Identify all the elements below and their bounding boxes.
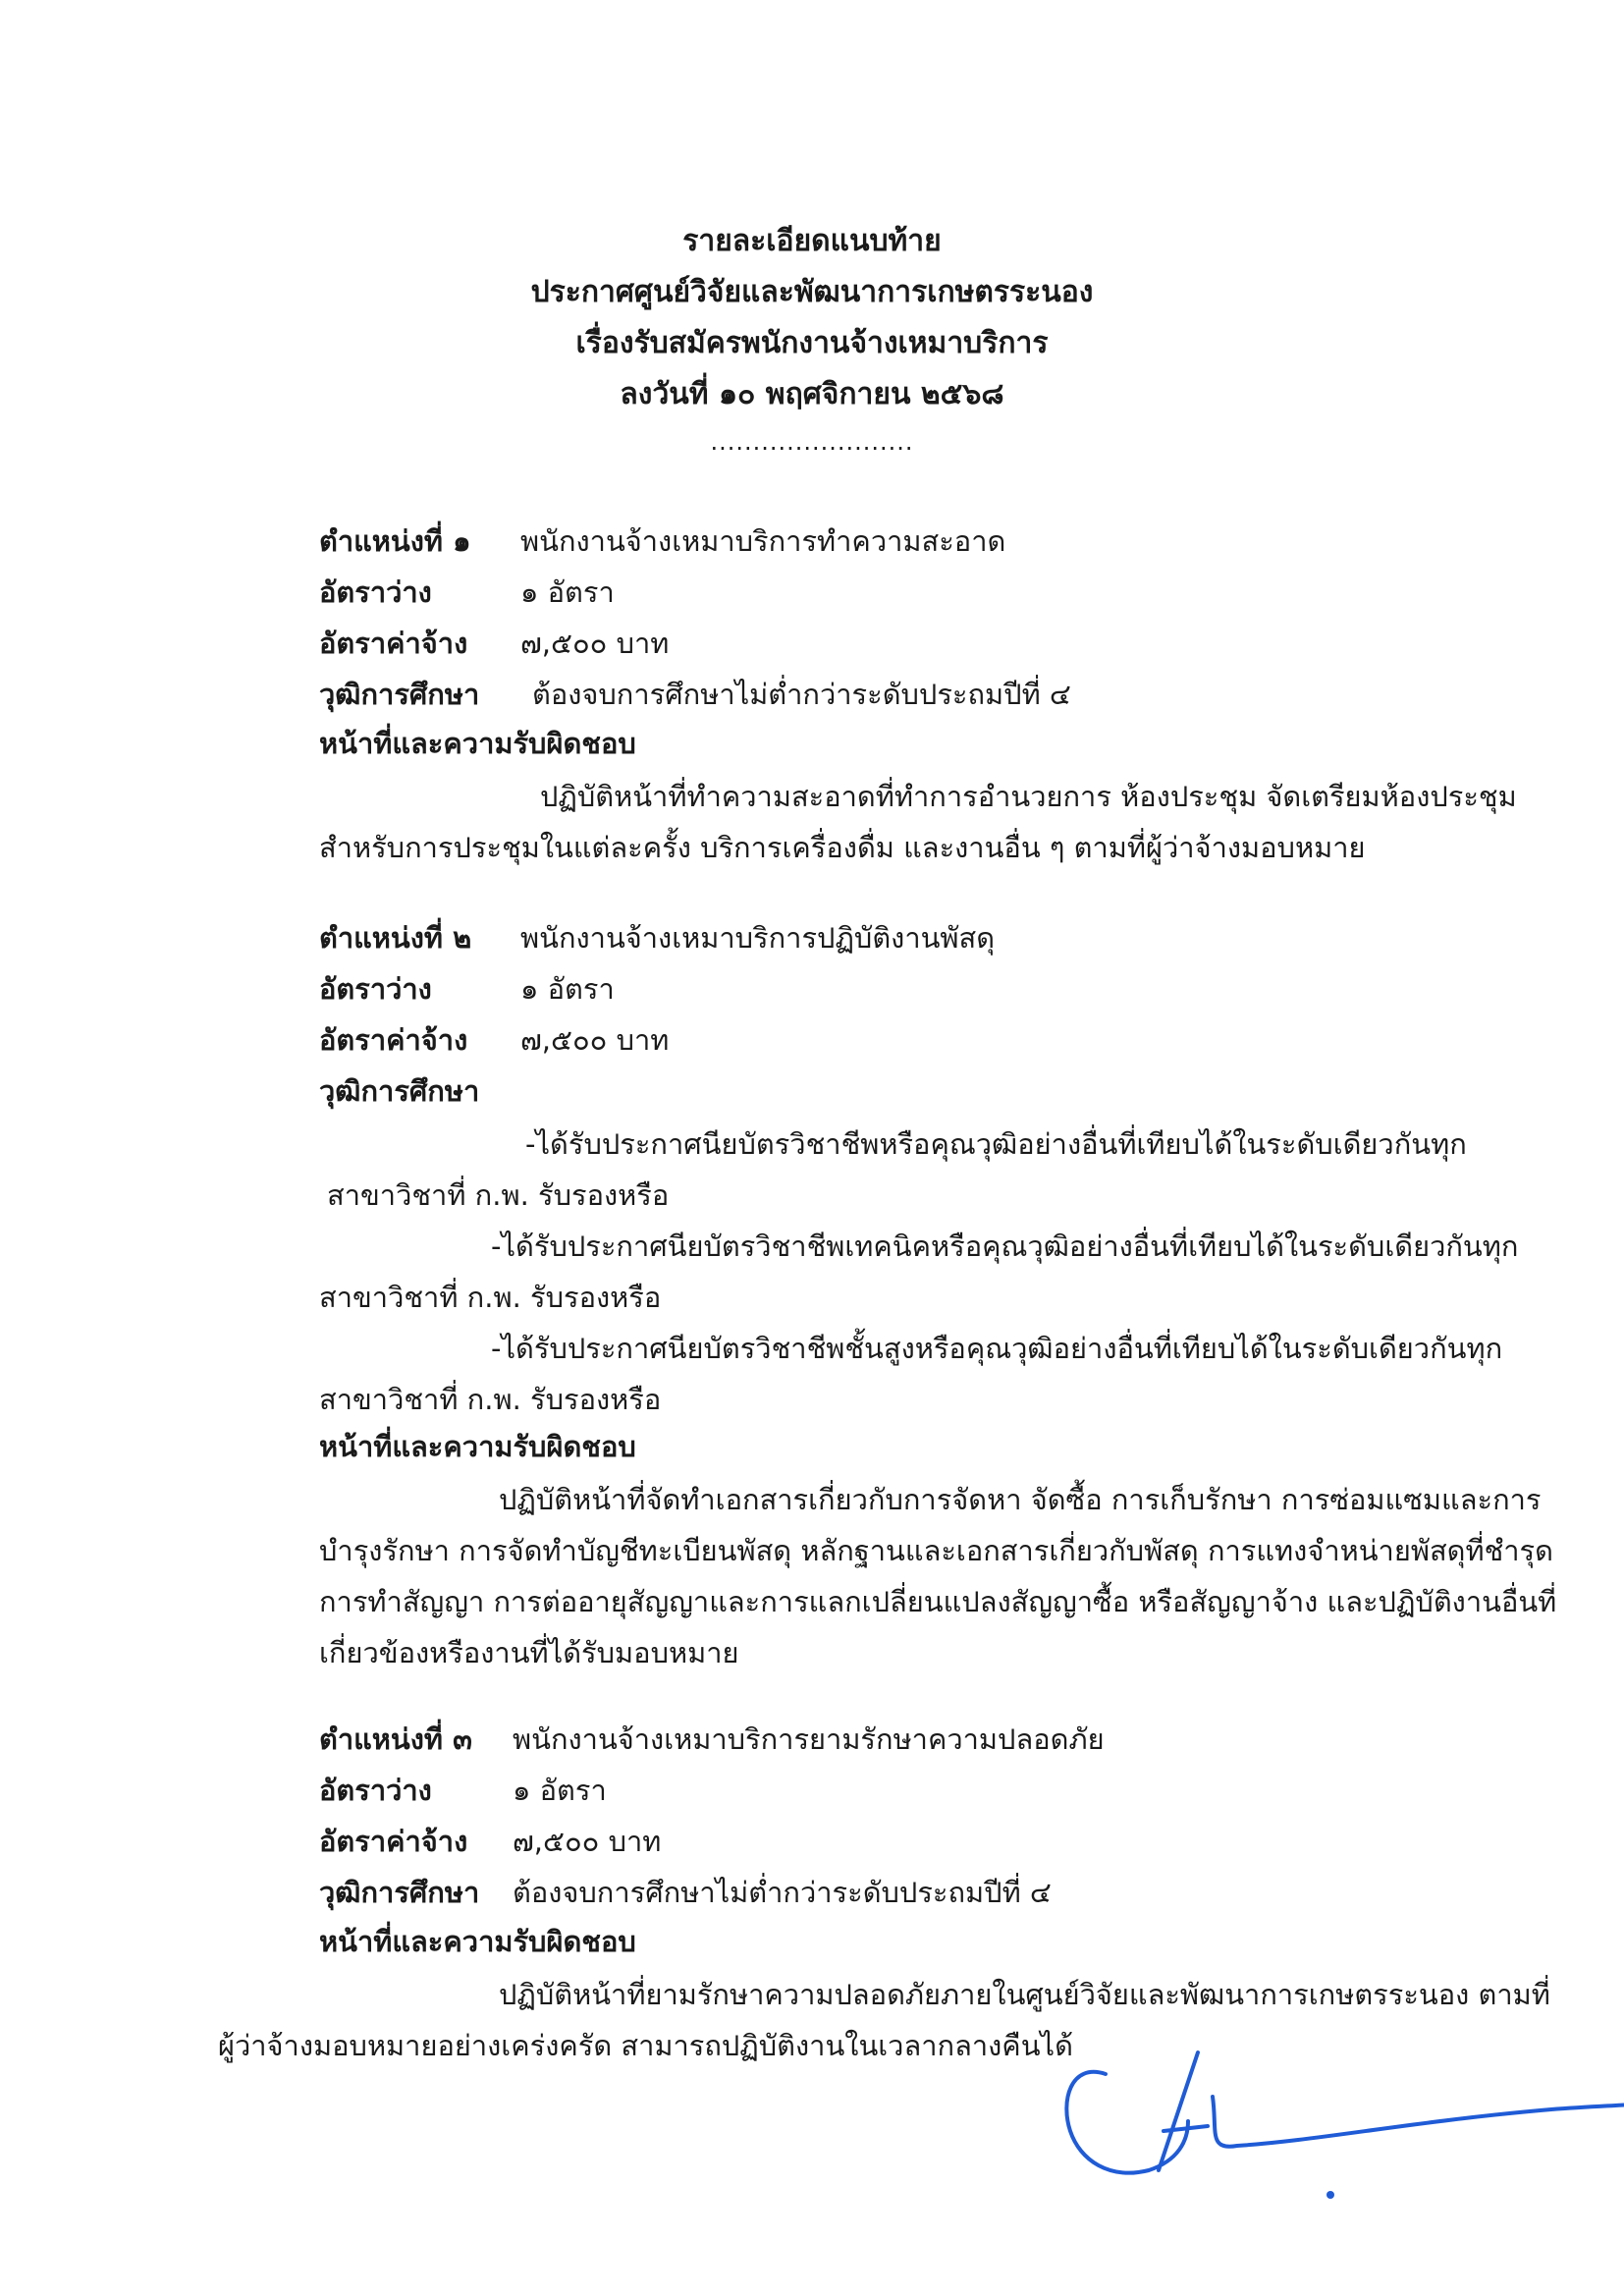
- position-1-duty-line-2: สำหรับการประชุมในแต่ละครั้ง บริการเครื่องดื่ม และงานอื่น ๆ ตามที่ผู้ว่าจ้างมอบหมาย: [319, 831, 1366, 864]
- position-3-duty-line-2: ผู้ว่าจ้างมอบหมายอย่างเคร่งครัด สามารถปฏิบัติงานในเวลากลางคืนได้: [218, 2029, 1073, 2062]
- position-2-wage-value: ๗,๕๐๐ บาท: [520, 1023, 670, 1057]
- position-2-duty-line-1: ปฏิบัติหน้าที่จัดทำเอกสารเกี่ยวกับการจัดหา จัดซื้อ การเก็บรักษา การซ่อมแซมและการ: [499, 1483, 1542, 1516]
- position-2-vacancy-label: อัตราว่าง: [319, 972, 432, 1006]
- position-2-education-line-3: -ได้รับประกาศนียบัตรวิชาชีพเทคนิคหรือคุณวุฒิอย่างอื่นที่เทียบได้ในระดับเดียวกันทุก: [491, 1230, 1519, 1263]
- position-3-vacancy-label: อัตราว่าง: [319, 1774, 432, 1807]
- position-2-duty-line-3: การทำสัญญา การต่ออายุสัญญาและการแลกเปลี่ยนแปลงสัญญาซื้อ หรือสัญญาจ้าง และปฏิบัติงานอื่นที่: [319, 1585, 1557, 1618]
- position-3-value: พนักงานจ้างเหมาบริการยามรักษาความปลอดภัย: [513, 1722, 1105, 1756]
- position-1-vacancy-label: อัตราว่าง: [319, 575, 432, 609]
- position-1-vacancy-value: ๑ อัตรา: [520, 575, 615, 609]
- signature: [1041, 2023, 1624, 2219]
- position-3-label: ตำแหน่งที่ ๓: [319, 1722, 472, 1756]
- position-2-education-line-4: สาขาวิชาที่ ก.พ. รับรองหรือ: [319, 1281, 662, 1314]
- position-2-duty-line-4: เกี่ยวข้องหรืองานที่ได้รับมอบหมาย: [319, 1636, 739, 1669]
- header-line-2: ประกาศศูนย์วิจัยและพัฒนาการเกษตรระนอง: [530, 275, 1094, 309]
- position-3-wage-value: ๗,๕๐๐ บาท: [513, 1825, 662, 1858]
- signature-dot: [1326, 2191, 1334, 2199]
- position-2-education-line-1: -ได้รับประกาศนียบัตรวิชาชีพหรือคุณวุฒิอย่างอื่นที่เทียบได้ในระดับเดียวกันทุก: [525, 1127, 1467, 1161]
- position-3-education-label: วุฒิการศึกษา: [319, 1876, 480, 1909]
- header-line-1: รายละเอียดแนบท้าย: [682, 224, 942, 258]
- header-line-3: เรื่องรับสมัครพนักงานจ้างเหมาบริการ: [575, 326, 1049, 360]
- position-3-duty-label: หน้าที่และความรับผิดชอบ: [319, 1925, 636, 1958]
- position-2-duty-label: หน้าที่และความรับผิดชอบ: [319, 1430, 636, 1463]
- position-1-education-label: วุฒิการศึกษา: [319, 678, 480, 711]
- position-3-vacancy-value: ๑ อัตรา: [513, 1774, 607, 1807]
- position-1-duty-line-1: ปฏิบัติหน้าที่ทำความสะอาดที่ทำการอำนวยการ ห้องประชุม จัดเตรียมห้องประชุม: [540, 780, 1517, 813]
- position-2-education-line-2: สาขาวิชาที่ ก.พ. รับรองหรือ: [327, 1178, 670, 1212]
- position-1-education-value: ต้องจบการศึกษาไม่ต่ำกว่าระดับประถมปีที่ ๔: [532, 678, 1071, 711]
- position-3-wage-label: อัตราค่าจ้าง: [319, 1825, 468, 1858]
- position-2-education-label: วุฒิการศึกษา: [319, 1074, 480, 1108]
- header-line-4: ลงวันที่ ๑๐ พฤศจิกายน ๒๕๖๘: [620, 377, 1004, 411]
- position-1-label: ตำแหน่งที่ ๑: [319, 524, 471, 558]
- position-2-duty-line-2: บำรุงรักษา การจัดทำบัญชีทะเบียนพัสดุ หลักฐานและเอกสารเกี่ยวกับพัสดุ การแทงจำหน่ายพัสดุที่ชำรุด: [319, 1534, 1553, 1567]
- position-2-label: ตำแหน่งที่ ๒: [319, 921, 472, 955]
- position-3-duty-line-1: ปฏิบัติหน้าที่ยามรักษาความปลอดภัยภายในศูนย์วิจัยและพัฒนาการเกษตรระนอง ตามที่: [499, 1978, 1550, 2011]
- header-dots: ........................: [710, 428, 914, 456]
- position-2-vacancy-value: ๑ อัตรา: [520, 972, 615, 1006]
- position-2-value: พนักงานจ้างเหมาบริการปฏิบัติงานพัสดุ: [520, 921, 996, 955]
- position-2-education-line-6: สาขาวิชาที่ ก.พ. รับรองหรือ: [319, 1383, 662, 1416]
- position-2-education-line-5: -ได้รับประกาศนียบัตรวิชาชีพชั้นสูงหรือคุณวุฒิอย่างอื่นที่เทียบได้ในระดับเดียวกันทุก: [491, 1332, 1503, 1365]
- position-1-value: พนักงานจ้างเหมาบริการทำความสะอาด: [520, 524, 1006, 558]
- signature-stroke: [1066, 2052, 1624, 2173]
- position-1-wage-label: อัตราค่าจ้าง: [319, 627, 468, 660]
- position-1-duty-label: หน้าที่และความรับผิดชอบ: [319, 727, 636, 760]
- position-1-wage-value: ๗,๕๐๐ บาท: [520, 627, 670, 660]
- position-2-wage-label: อัตราค่าจ้าง: [319, 1023, 468, 1057]
- position-3-education-value: ต้องจบการศึกษาไม่ต่ำกว่าระดับประถมปีที่ ๔: [513, 1876, 1052, 1909]
